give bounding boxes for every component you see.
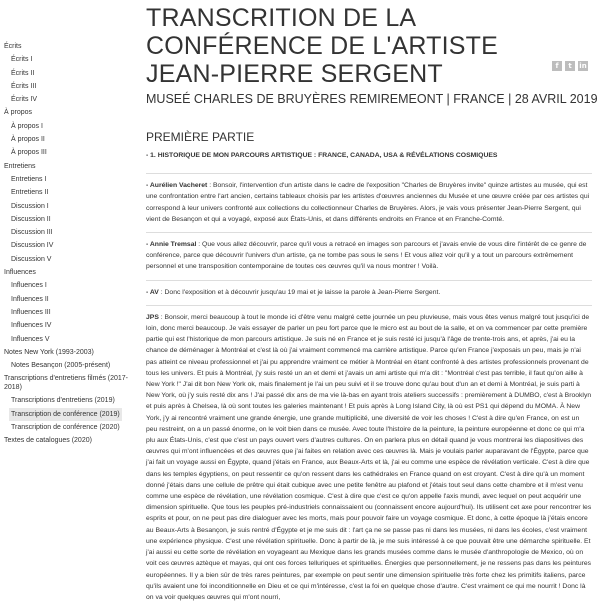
sidebar-item[interactable]	[0, 93, 132, 106]
part-title: PREMIÈRE PARTIE	[146, 130, 255, 144]
sidebar-item-label: Influences	[4, 269, 36, 277]
speaker-name: JPS	[146, 313, 159, 321]
sidebar-item[interactable]	[0, 434, 132, 447]
sidebar-item-label: Notes New York (1993-2003)	[4, 348, 94, 356]
section-heading: - 1. HISTORIQUE DE MON PARCOURS ARTISTIQUE : FRANCE, CANADA, USA & RÉVÉLATIONS COSMIQUES	[146, 152, 498, 159]
sidebar-item-label: Transcriptions d'entretiens (2019)	[11, 397, 115, 405]
sidebar-item-label: À propos	[4, 109, 33, 117]
paragraph	[146, 239, 592, 273]
sidebar-item[interactable]	[0, 293, 132, 306]
sidebar-nav	[0, 40, 132, 448]
sidebar-item[interactable]	[0, 319, 132, 332]
sidebar-item-label: Transcription de conférence (2020)	[11, 424, 120, 432]
sidebar-item-label: Influences III	[11, 308, 51, 316]
sidebar-item-label: Écrits	[4, 43, 22, 50]
sidebar-item-label: Influences IV	[11, 322, 52, 330]
sidebar-item-label: Influences I	[11, 282, 47, 290]
sidebar-item[interactable]	[0, 306, 132, 319]
sidebar-item[interactable]	[0, 226, 132, 239]
paragraph	[146, 287, 592, 298]
sidebar-item-label: Entretiens	[4, 162, 36, 170]
paragraph	[146, 180, 592, 225]
sidebar-item-label: Entretiens I	[11, 175, 47, 183]
social-icons	[552, 61, 588, 71]
sidebar-item-label: Entretiens II	[11, 189, 49, 197]
sidebar-item-label: Discussion V	[11, 255, 52, 263]
sidebar-item[interactable]	[0, 213, 132, 226]
speaker-name: - Annie Tremsal	[146, 241, 197, 249]
sidebar-item[interactable]	[0, 253, 132, 266]
sidebar-item[interactable]	[0, 40, 132, 53]
divider	[146, 173, 592, 174]
linkedin-icon[interactable]: in	[579, 62, 587, 70]
sidebar-item[interactable]	[0, 80, 132, 93]
facebook-icon[interactable]: f	[552, 61, 562, 71]
sidebar-item[interactable]	[0, 372, 132, 394]
divider	[146, 305, 592, 306]
sidebar-item-label: À propos II	[11, 136, 45, 144]
paragraph-text: : Bonsoir, l'intervention d'un artiste dans le cadre de l'exposition "Charles de Bruyères invite" quinze artistes au musée, qui est une confrontation entre l'art ancien, certains tableaux choisis par les artistes d'œuvres anciennes du Musée et une œuvre créée par ces artistes qui correspond à leur univers confronté aux collections du collectionneur Charles de Bruyères. Alors, je vais vous présenter Jean-Pierre Sergent, qui vient de Besançon et qui a voyagé, exposé aux États-Unis, et dans différents endroits en France et en Franche-Comté.	[146, 182, 590, 223]
sidebar-item-label: Influences II	[11, 295, 49, 303]
sidebar-item[interactable]	[0, 394, 132, 407]
sidebar-item[interactable]	[0, 266, 132, 279]
sidebar-item[interactable]	[0, 106, 132, 119]
sidebar-item[interactable]	[0, 421, 132, 434]
sidebar-item-label: Discussion III	[11, 229, 53, 237]
sidebar-item-label: Discussion I	[11, 202, 49, 210]
sidebar-item[interactable]	[0, 53, 132, 66]
twitter-icon[interactable]: t	[565, 61, 575, 71]
sidebar-item[interactable]	[0, 186, 132, 199]
divider	[146, 232, 592, 233]
sidebar-item-label: À propos I	[11, 122, 43, 130]
sidebar-item-label: À propos III	[11, 149, 47, 157]
speaker-name: - Aurélien Vacheret	[146, 182, 208, 190]
sidebar-item-label: Influences V	[11, 335, 50, 343]
sidebar-item-label: Transcriptions d'entretiens filmés (2017-2018)	[4, 375, 129, 392]
sidebar-item-label: Écrits IV	[11, 96, 38, 104]
sidebar-item-label: Écrits I	[11, 56, 33, 64]
sidebar-item-label: Écrits III	[11, 82, 37, 90]
sidebar-item-label: Discussion IV	[11, 242, 54, 250]
paragraph-text: : Donc l'exposition et à découvrir jusqu'au 19 mai et je laisse la parole à Jean-Pierre Sergent.	[158, 288, 441, 296]
sidebar-item[interactable]	[0, 239, 132, 252]
sidebar-item-label: Notes Besançon (2005-présent)	[11, 362, 111, 370]
paragraph-text: : Bonsoir, merci beaucoup à tout le monde ici d'être venu malgré cette journée un peu pluvieuse, mais vous êtes venus malgré tout jusqu'ici de loin, donc merci beaucoup. Je vais essayer de parler un peu fort parce que le micro est au bout de la salle, et on va commencer par cette première partie qui est l'historique de mon parcours artistique. Je suis né en France et je suis resté ici jusqu'à l'âge de trente-trois ans, et après, j'ai eu la chance de déménager à Montréal et c'est là où j'ai vraiment commencé ma carrière artistique. Parce qu'en France j'exposais un peu, mais je n'ai pas atteint ce niveau professionnel et j'ai pu apprendre vraiment ce métier à Montréal en étant confronté à des artistes professionnels provenant de tous les univers. Et puis à Montréal, j'y suis resté un an et demi et j'avais un ami artiste qui m'a dit : "Montréal c'est pas terrible, il faut qu'on aille à New York !" J'ai dit bon New York ok, mais finalement je l'ai un peu suivi et il se trouve donc qu'au bout d'un an et demi à Montréal, je suis parti à New York, où j'y suis resté dix ans ! J'ai passé dix ans de ma vie là-bas en ayant trois ateliers successifs : premièrement à DUMBO, c'est à Brooklyn et puis après à Chelsea, là où sont toutes les galeries maintenant ! Et puis après à Long Island City, là où est PS1 qui dépend du MOMA. À New York, j'y ai rencontré vraiment une grande énergie, une grande multiplicité, une diversité de voir les choses ! C'est à dire qu'en France, on est un peu restreint, on a un passé énorme, on le voit bien dans ce musée. Avec toute l'histoire de la peinture, la peinture européenne et donc ce qui m'a plu aux États-Unis, c'est que c'est un pays ouvert vers d'autres cultures. On en parlera plus en détail quand je vous montrerai les diapositives des œuvres qui m'ont influencées et des œuvres que j'ai faites en relation avec ces œuvres là. Mais je voulais parler auparavant de l'Égypte, parce que j'ai fait un voyage aussi en Égypte, quand j'étais en France, aux Beaux-Arts et là, j'ai eu comme une espèce de révélation verticale. C'est à dire que dans les temples égyptiens, on peut ressentir ce qu'on ressent dans les cathédrales en France quand on est croyant. C'est à dire qu'à un moment donné j'étais dans une cellule de prêtre qui était cubique avec une petite fenêtre au plafond et j'étais tout seul dans cette chambre et il m'est venu comme une espèce de révélation, une révélation cosmique. C'est à dire que c'est ce qu'on appelle l'axis mundi, avec lequel on peut acquérir une dimension spirituelle. Que tous les peuples pré-industriels connaissaient ou (connaissent encore aujourd'hui). Ils utilisent cet axe pour rencontrer les esprits et pour, on ne peut pas dire dialoguer avec les morts, mais pour pouvoir faire un voyage cosmique. Et donc, à cette époque là j'étais encore au Beaux-Arts à Besançon, je suis rentré d'Égypte et je me suis dit : l'art ça ne se passe pas ni dans les musées, ni dans les écoles, c'est vraiment une expérience physique. C'est une révélation spirituelle. Donc à partir de là, je me suis intéressé à ce que pouvait être une démarche spirituelle. Et j'ai aussi eu cette sorte de révélation en voyageant au Mexique dans les grands musées comme dans le musée d'anthropologie de Mexico, où on voit ces œuvres aztèque et mayas, qui ont ces forces telluriques et spirituelles. Énergies que personnellement, je ne ressens pas dans les peintures européennes. Il y a bien sûr de très rares peintures, par exemple on peut sentir une dimension spirituelle très forte chez les primitifs italiens, parce qu'ils avaient une foi inconditionnelle en Dieu et ce qui m'intéresse, c'est la foi en quelque chose d'autre. C'est vraiment ce qui me nourrit ! Donc là on va voir quelques œuvres qui m'ont nourri,	[146, 313, 592, 601]
sidebar-item[interactable]	[0, 346, 132, 359]
sidebar-item[interactable]	[0, 200, 132, 213]
sidebar-item-label: Discussion II	[11, 215, 51, 223]
sidebar-item[interactable]	[0, 67, 132, 80]
sidebar-item[interactable]	[0, 333, 132, 346]
sidebar-item[interactable]	[0, 146, 132, 159]
transcript-content	[146, 150, 592, 610]
sidebar-item-label: Écrits II	[11, 69, 35, 77]
page-title: TRANSCRITION DE LA CONFÉRENCE DE L'ARTISTE JEAN-PIERRE SERGENT	[146, 4, 499, 88]
sidebar-item[interactable]	[0, 408, 132, 421]
divider	[146, 280, 592, 281]
paragraph-text: : Que vous allez découvrir, parce qu'il vous a retracé en images son parcours et j'avais envie de vous dire l'intérêt de ce genre de conférence, parce que découvrir l'univers d'un artiste, ça ne tombe pas sous le sens ! Et vous allez voir qu'il y a tout un parcours extrêmement personnel et une transposition contemporaine de toutes ces œuvres qu'il va nous montrer ! Voilà.	[146, 241, 587, 271]
paragraph	[146, 312, 592, 603]
sidebar-item[interactable]	[0, 279, 132, 292]
sidebar-item[interactable]	[0, 120, 132, 133]
page-subtitle: MUSEÉ CHARLES DE BRUYÈRES REMIREMEONT | FRANCE | 28 AVRIL 2019	[146, 92, 598, 106]
sidebar-item[interactable]	[0, 359, 132, 372]
sidebar-item-label: Transcription de conférence (2019)	[9, 408, 122, 421]
sidebar-item[interactable]	[0, 160, 132, 173]
sidebar-item[interactable]	[0, 173, 132, 186]
sidebar-item-label: Textes de catalogues (2020)	[4, 437, 92, 445]
sidebar-item[interactable]	[0, 133, 132, 146]
speaker-name: - AV	[146, 288, 159, 296]
